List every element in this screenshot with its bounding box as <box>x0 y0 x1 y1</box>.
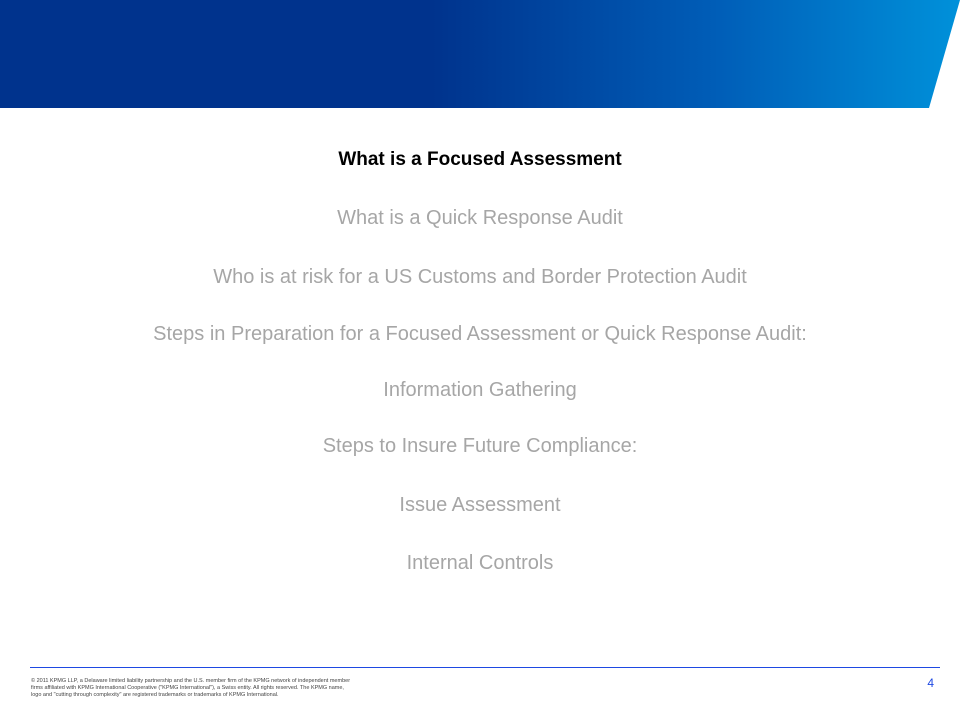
agenda-item-information-gathering: Information Gathering <box>383 379 577 401</box>
agenda-item-steps-to-insure-compliance: Steps to Insure Future Compliance: <box>322 435 638 457</box>
footer-divider <box>30 667 940 668</box>
agenda-item-steps-in-preparation: Steps in Preparation for a Focused Assessment or Quick Response Audit: <box>153 323 807 345</box>
footer-legal-text: © 2011 KPMG LLP, a Delaware limited liability partnership and the U.S. member firm of the KPMG network of independent member firms affiliated with KPMG International Cooperative ("KPMG International"), a Swiss entity. All rights reserved. The KPMG name, logo and "cutting through complexity" are registered trademarks or trademarks of KPMG International. <box>31 678 351 698</box>
page-number: 4 <box>927 676 934 690</box>
agenda-item-quick-response-audit: What is a Quick Response Audit <box>337 207 623 229</box>
agenda-item-focused-assessment: What is a Focused Assessment <box>338 149 622 170</box>
agenda-item-who-is-at-risk: Who is at risk for a US Customs and Border Protection Audit <box>213 266 747 288</box>
agenda-item-issue-assessment: Issue Assessment <box>399 494 561 516</box>
agenda-item-internal-controls: Internal Controls <box>406 552 554 574</box>
header-banner <box>0 0 960 108</box>
